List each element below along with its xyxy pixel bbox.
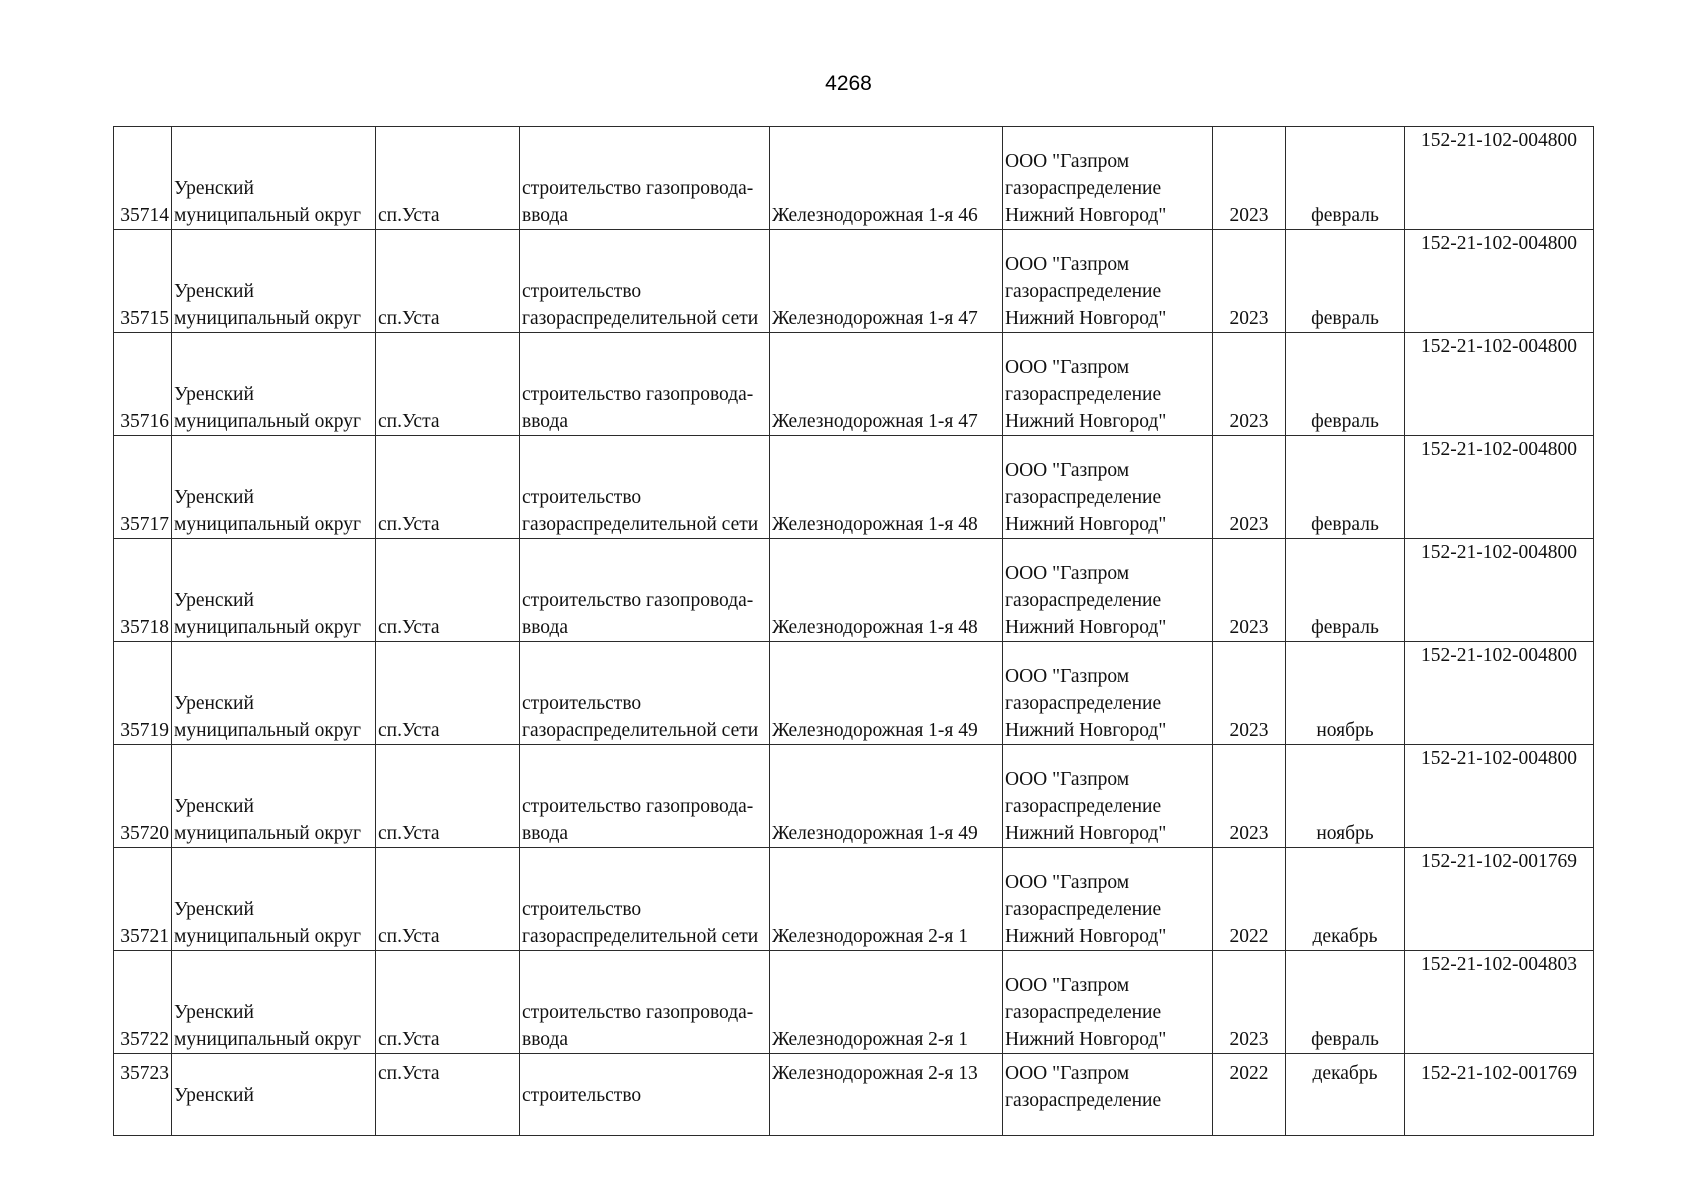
- work-type-cell: [520, 642, 770, 745]
- month-cell: февраль: [1286, 539, 1405, 642]
- cell-line: газораспределительной сети: [522, 308, 759, 329]
- table-row: [114, 848, 1594, 951]
- address-cell: Железнодорожная 2-я 1: [770, 848, 1003, 951]
- code-cell: 152-21-102-004803: [1405, 951, 1594, 1054]
- cell-line: ООО "Газпром: [1005, 872, 1130, 893]
- address-cell: Железнодорожная 2-я 1: [770, 951, 1003, 1054]
- cell-line: муниципальный округ: [174, 514, 362, 535]
- settlement-cell: сп.Уста: [376, 333, 520, 436]
- code-cell: 152-21-102-004800: [1405, 333, 1594, 436]
- month-cell: февраль: [1286, 951, 1405, 1054]
- cell-line: Уренский: [174, 899, 254, 920]
- district-cell: [172, 436, 376, 539]
- row-number-cell: 35722: [114, 951, 172, 1054]
- cell-line: строительство: [522, 281, 642, 302]
- cell-line: Нижний Новгород": [1005, 514, 1167, 535]
- cell-line: ввода: [522, 823, 569, 844]
- work-type-cell: [520, 848, 770, 951]
- work-type-cell: [520, 951, 770, 1054]
- work-type-cell: [520, 127, 770, 230]
- work-type-cell: [520, 539, 770, 642]
- cell-line: газораспределение: [1005, 487, 1162, 508]
- row-number-cell: 35715: [114, 230, 172, 333]
- code-cell: 152-21-102-004800: [1405, 642, 1594, 745]
- cell-line: Уренский: [174, 796, 254, 817]
- settlement-cell: сп.Уста: [376, 436, 520, 539]
- year-cell: 2023: [1213, 642, 1286, 745]
- cell-line: строительство газопровода-: [522, 178, 754, 199]
- settlement-cell: сп.Уста: [376, 745, 520, 848]
- cell-line: строительство: [522, 899, 642, 920]
- year-cell: 2023: [1213, 230, 1286, 333]
- cell-line: строительство: [522, 487, 642, 508]
- year-cell: 2023: [1213, 127, 1286, 230]
- address-cell: Железнодорожная 1-я 47: [770, 333, 1003, 436]
- table-row: [114, 230, 1594, 333]
- cell-line: газораспределение: [1005, 899, 1162, 920]
- cell-line: строительство газопровода-: [522, 384, 754, 405]
- table-row: [114, 539, 1594, 642]
- cell-line: газораспределительной сети: [522, 926, 759, 947]
- code-cell: 152-21-102-004800: [1405, 230, 1594, 333]
- organization-cell: [1003, 539, 1213, 642]
- settlement-cell: сп.Уста: [376, 1054, 520, 1136]
- work-type-cell: [520, 745, 770, 848]
- cell-line: ввода: [522, 411, 569, 432]
- cell-line: муниципальный округ: [174, 205, 362, 226]
- cell-line: ввода: [522, 1029, 569, 1050]
- code-cell: 152-21-102-004800: [1405, 127, 1594, 230]
- cell-line: газораспределение: [1005, 796, 1162, 817]
- cell-line: Нижний Новгород": [1005, 617, 1167, 638]
- cell-line: ООО "Газпром: [1005, 254, 1130, 275]
- table-row: [114, 642, 1594, 745]
- district-cell: [172, 745, 376, 848]
- cell-line: ООО "Газпром: [1005, 563, 1130, 584]
- month-cell: декабрь: [1286, 1054, 1405, 1136]
- cell-line: строительство газопровода-: [522, 590, 754, 611]
- row-number-cell: 35720: [114, 745, 172, 848]
- district-cell: [172, 848, 376, 951]
- year-cell: 2022: [1213, 848, 1286, 951]
- address-cell: Железнодорожная 1-я 49: [770, 745, 1003, 848]
- organization-cell: [1003, 127, 1213, 230]
- work-type-cell: [520, 230, 770, 333]
- work-type-cell: [520, 436, 770, 539]
- cell-line: ООО "Газпром: [1005, 357, 1130, 378]
- table-row: [114, 745, 1594, 848]
- cell-line: Уренский: [174, 487, 254, 508]
- cell-line: Уренский: [174, 1002, 254, 1023]
- row-number-cell: 35718: [114, 539, 172, 642]
- cell-line: муниципальный округ: [174, 720, 362, 741]
- table-row: [114, 127, 1594, 230]
- settlement-cell: сп.Уста: [376, 848, 520, 951]
- year-cell: 2023: [1213, 436, 1286, 539]
- table-row: [114, 436, 1594, 539]
- table-row: [114, 333, 1594, 436]
- cell-line: муниципальный округ: [174, 1029, 362, 1050]
- district-cell: [172, 951, 376, 1054]
- settlement-cell: сп.Уста: [376, 230, 520, 333]
- year-cell: 2023: [1213, 539, 1286, 642]
- cell-line: муниципальный округ: [174, 617, 362, 638]
- cell-line: газораспределение: [1005, 178, 1162, 199]
- work-type-cell: [520, 333, 770, 436]
- cell-line: строительство газопровода-: [522, 1002, 754, 1023]
- month-cell: ноябрь: [1286, 745, 1405, 848]
- code-cell: 152-21-102-004800: [1405, 539, 1594, 642]
- cell-line: газораспределительной сети: [522, 720, 759, 741]
- organization-cell: [1003, 642, 1213, 745]
- cell-line: газораспределение: [1005, 693, 1162, 714]
- settlement-cell: сп.Уста: [376, 539, 520, 642]
- cell-line: Уренский: [174, 590, 254, 611]
- cell-line: ООО "Газпром: [1005, 769, 1130, 790]
- cell-line: газораспределение: [1005, 281, 1162, 302]
- address-cell: Железнодорожная 1-я 48: [770, 436, 1003, 539]
- code-cell: 152-21-102-001769: [1405, 1054, 1594, 1136]
- organization-cell: [1003, 333, 1213, 436]
- cell-line: Уренский: [174, 281, 254, 302]
- cell-line: газораспределение: [1005, 384, 1162, 405]
- cell-line: газораспределение: [1005, 590, 1162, 611]
- organization-cell: [1003, 848, 1213, 951]
- address-cell: Железнодорожная 1-я 48: [770, 539, 1003, 642]
- cell-line: муниципальный округ: [174, 308, 362, 329]
- table-row: [114, 951, 1594, 1054]
- district-cell: [172, 127, 376, 230]
- cell-line: Нижний Новгород": [1005, 926, 1167, 947]
- table-row: [114, 1054, 1594, 1136]
- organization-cell: [1003, 230, 1213, 333]
- cell-line: Нижний Новгород": [1005, 411, 1167, 432]
- cell-line: Уренский: [174, 384, 254, 405]
- organization-cell: [1003, 951, 1213, 1054]
- organization-cell: [1003, 436, 1213, 539]
- month-cell: декабрь: [1286, 848, 1405, 951]
- settlement-cell: сп.Уста: [376, 642, 520, 745]
- row-number-cell: 35717: [114, 436, 172, 539]
- cell-line: муниципальный округ: [174, 926, 362, 947]
- settlement-cell: сп.Уста: [376, 127, 520, 230]
- district-cell: [172, 539, 376, 642]
- cell-line: Уренский: [174, 693, 254, 714]
- cell-line: ввода: [522, 617, 569, 638]
- month-cell: февраль: [1286, 127, 1405, 230]
- cell-line: Нижний Новгород": [1005, 1029, 1167, 1050]
- year-cell: 2023: [1213, 951, 1286, 1054]
- cell-line: Нижний Новгород": [1005, 205, 1167, 226]
- organization-cell: [1003, 1054, 1213, 1136]
- cell-line: Уренский: [174, 178, 254, 199]
- cell-line: муниципальный округ: [174, 823, 362, 844]
- cell-line: Нижний Новгород": [1005, 308, 1167, 329]
- row-number-cell: 35721: [114, 848, 172, 951]
- month-cell: февраль: [1286, 230, 1405, 333]
- code-cell: 152-21-102-004800: [1405, 436, 1594, 539]
- cell-line: ООО "Газпром: [1005, 666, 1130, 687]
- month-cell: ноябрь: [1286, 642, 1405, 745]
- table-body: [114, 127, 1594, 1136]
- cell-line: ООО "Газпром: [1005, 1063, 1130, 1084]
- district-cell: [172, 642, 376, 745]
- row-number-cell: 35723: [114, 1054, 172, 1136]
- code-cell: 152-21-102-001769: [1405, 848, 1594, 951]
- cell-line: муниципальный округ: [174, 411, 362, 432]
- address-cell: Железнодорожная 1-я 49: [770, 642, 1003, 745]
- cell-line: Нижний Новгород": [1005, 823, 1167, 844]
- cell-line: ООО "Газпром: [1005, 975, 1130, 996]
- cell-line: газораспределение: [1005, 1090, 1162, 1111]
- code-cell: 152-21-102-004800: [1405, 745, 1594, 848]
- address-cell: Железнодорожная 2-я 13: [770, 1054, 1003, 1136]
- district-cell: Уренский: [172, 1054, 376, 1136]
- district-cell: [172, 333, 376, 436]
- organization-cell: [1003, 745, 1213, 848]
- year-cell: 2022: [1213, 1054, 1286, 1136]
- cell-line: ООО "Газпром: [1005, 460, 1130, 481]
- address-cell: Железнодорожная 1-я 46: [770, 127, 1003, 230]
- year-cell: 2023: [1213, 333, 1286, 436]
- row-number-cell: 35716: [114, 333, 172, 436]
- settlement-cell: сп.Уста: [376, 951, 520, 1054]
- cell-line: Нижний Новгород": [1005, 720, 1167, 741]
- district-cell: [172, 230, 376, 333]
- year-cell: 2023: [1213, 745, 1286, 848]
- work-type-cell: строительство: [520, 1054, 770, 1136]
- cell-line: газораспределение: [1005, 1002, 1162, 1023]
- gas-works-table: [113, 126, 1594, 1136]
- cell-line: строительство: [522, 693, 642, 714]
- row-number-cell: 35714: [114, 127, 172, 230]
- cell-line: ООО "Газпром: [1005, 151, 1130, 172]
- cell-line: газораспределительной сети: [522, 514, 759, 535]
- address-cell: Железнодорожная 1-я 47: [770, 230, 1003, 333]
- row-number-cell: 35719: [114, 642, 172, 745]
- month-cell: февраль: [1286, 436, 1405, 539]
- cell-line: строительство газопровода-: [522, 796, 754, 817]
- page-number: 4268: [825, 72, 872, 95]
- cell-line: ввода: [522, 205, 569, 226]
- month-cell: февраль: [1286, 333, 1405, 436]
